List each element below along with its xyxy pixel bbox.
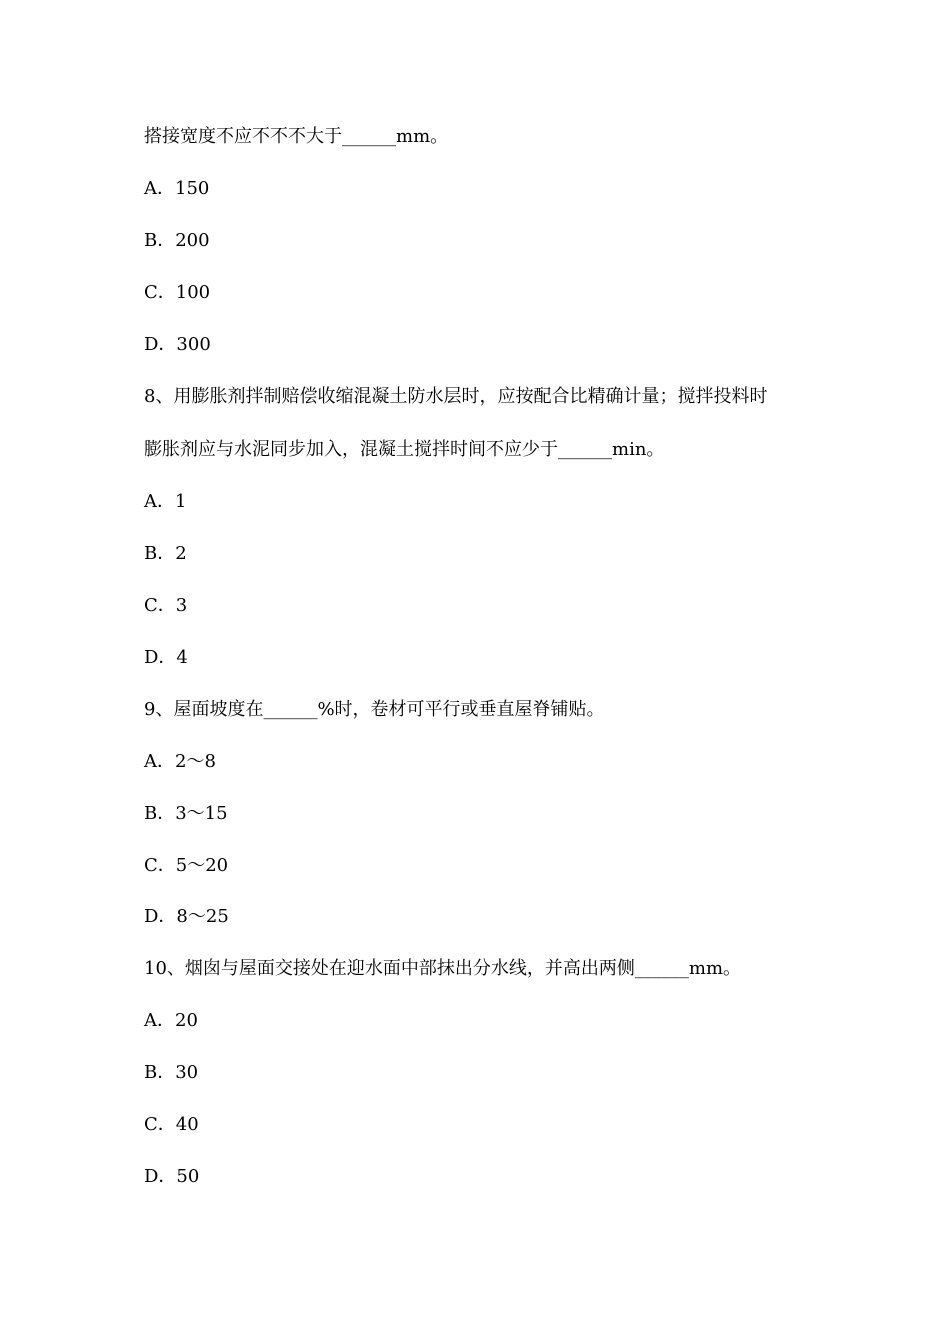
option-a: A．20 (144, 1010, 198, 1031)
question-10-stem: 10、烟囱与屋面交接处在迎水面中部抹出分水线，并高出两侧______mm。 (144, 958, 742, 979)
option-b: B．200 (144, 230, 210, 251)
option-c: C．40 (144, 1114, 199, 1135)
question-9-stem: 9、屋面坡度在______%时，卷材可平行或垂直屋脊铺贴。 (144, 699, 605, 720)
option-a: A．150 (144, 178, 210, 199)
option-b: B．3～15 (144, 803, 228, 824)
question-7-stem-continued: 搭接宽度不应不不不大于______mm。 (144, 126, 449, 147)
question-8-stem-continued: 膨胀剂应与水泥同步加入，混凝土搅拌时间不应少于______min。 (144, 439, 665, 460)
option-c: C．3 (144, 595, 188, 616)
option-c: C．100 (144, 282, 211, 303)
option-d: D．50 (144, 1166, 200, 1187)
question-8-stem: 8、用膨胀剂拌制赔偿收缩混凝土防水层时，应按配合比精确计量；搅拌投料时 (144, 386, 768, 407)
option-c: C．5～20 (144, 855, 229, 876)
option-a: A．2～8 (144, 751, 216, 772)
option-d: D．4 (144, 647, 188, 668)
option-d: D．8～25 (144, 906, 229, 927)
option-b: B．2 (144, 543, 187, 564)
option-a: A．1 (144, 491, 187, 512)
option-b: B．30 (144, 1062, 199, 1083)
option-d: D．300 (144, 334, 211, 355)
